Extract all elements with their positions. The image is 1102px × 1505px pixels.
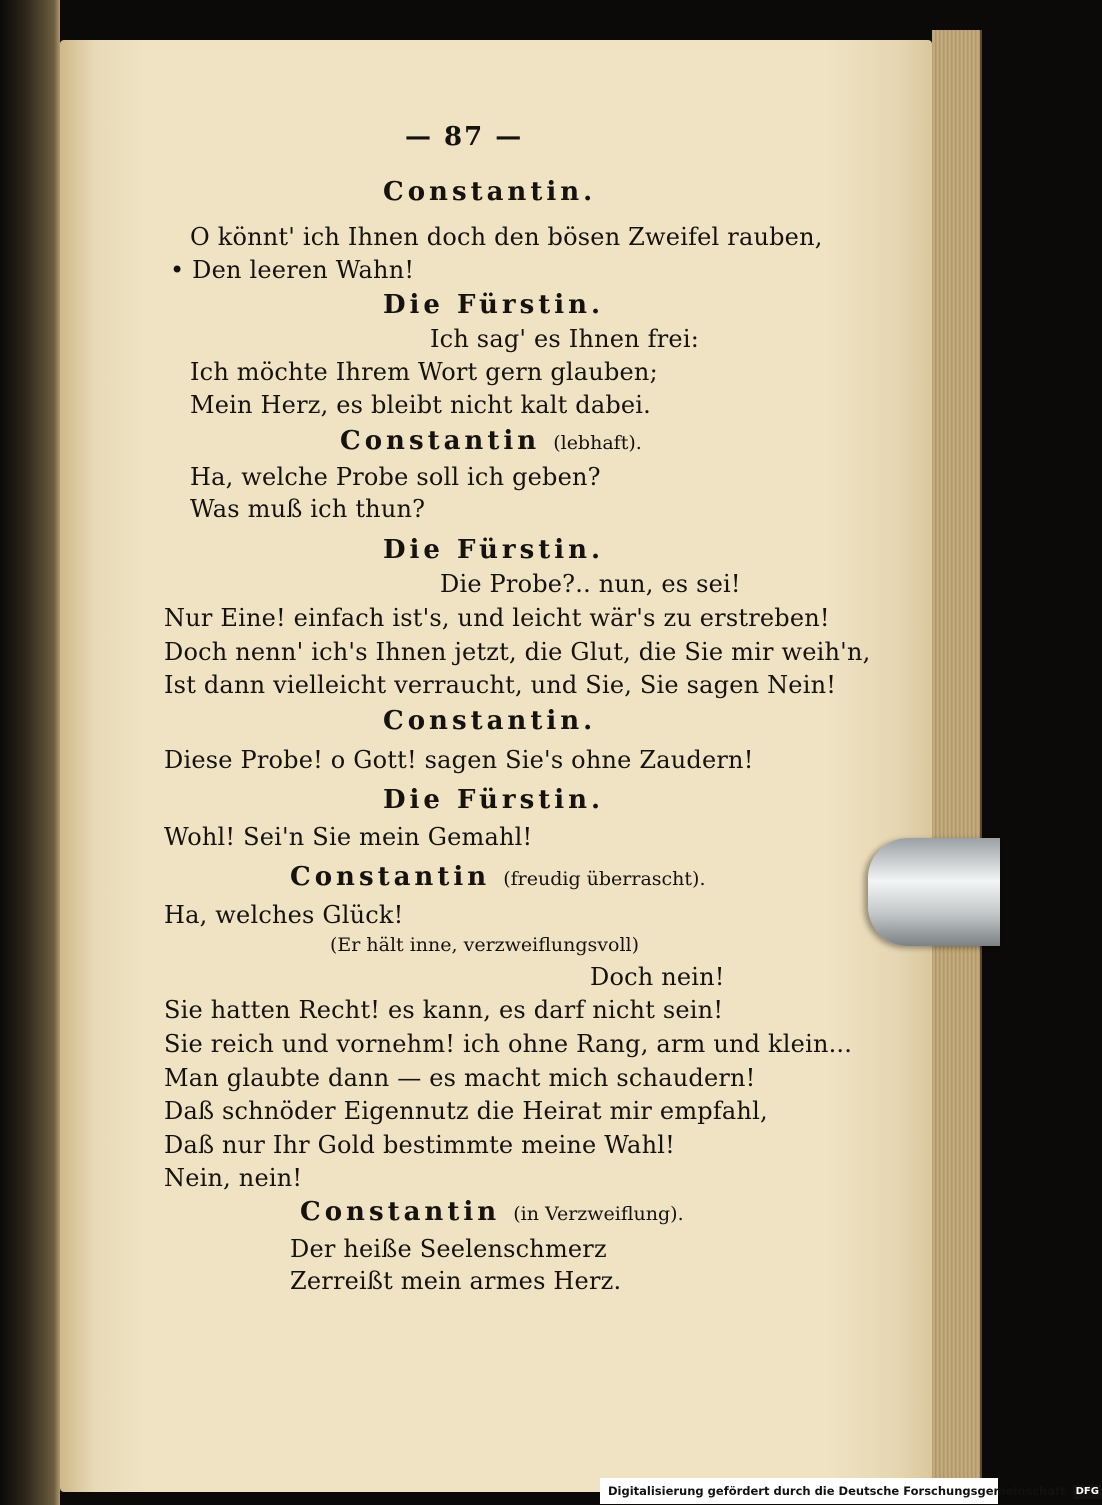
- verse-line: Wohl! Sei'n Sie mein Gemahl!: [164, 823, 533, 851]
- speaker-heading: Constantin.: [383, 177, 597, 207]
- speaker-heading: Die Fürstin.: [383, 290, 605, 320]
- stage-direction: (in Verzweiflung).: [513, 1203, 684, 1225]
- stage-direction: (lebhaft).: [553, 432, 642, 454]
- digitization-credit: [600, 1478, 1099, 1504]
- verse-line: Zerreißt mein armes Herz.: [290, 1267, 622, 1295]
- speaker-heading: [340, 426, 642, 458]
- stage-direction: (Er hält inne, verzweiflungsvoll): [330, 934, 640, 956]
- speaker-name: Constantin: [290, 862, 491, 892]
- verse-line: Man glaubte dann — es macht mich schaudern!: [164, 1064, 756, 1092]
- verse-line: Sie hatten Recht! es kann, es darf nicht sein!: [164, 996, 724, 1024]
- speaker-heading: Die Fürstin.: [383, 785, 605, 815]
- verse-line: Nein, nein!: [164, 1164, 303, 1192]
- verse-line: Ist dann vielleicht verraucht, und Sie, Sie sagen Nein!: [164, 671, 837, 699]
- dfg-logo: DFG: [1073, 1485, 1102, 1499]
- speaker-heading: Constantin.: [383, 706, 597, 736]
- verse-line: Sie reich und vornehm! ich ohne Rang, arm und klein...: [164, 1030, 853, 1058]
- verse-line: Daß nur Ihr Gold bestimmte meine Wahl!: [164, 1131, 675, 1159]
- verse-line: Mein Herz, es bleibt nicht kalt dabei.: [190, 391, 651, 419]
- speaker-name: Constantin: [340, 426, 541, 456]
- verse-line: Nur Eine! einfach ist's, und leicht wär's zu erstreben!: [164, 604, 830, 632]
- verse-line: Doch nenn' ich's Ihnen jetzt, die Glut, die Sie mir weih'n,: [164, 638, 871, 666]
- speaker-heading: [300, 1197, 684, 1229]
- verse-line: Ha, welches Glück!: [164, 901, 404, 929]
- verse-line: Ha, welche Probe soll ich geben?: [190, 463, 601, 491]
- verse-line: • Den leeren Wahn!: [170, 256, 415, 284]
- verse-line: Ich möchte Ihrem Wort gern glauben;: [190, 358, 658, 386]
- verse-line: O könnt' ich Ihnen doch den bösen Zweifel rauben,: [190, 223, 823, 251]
- speaker-heading: Die Fürstin.: [383, 535, 605, 565]
- verse-line: Diese Probe! o Gott! sagen Sie's ohne Zaudern!: [164, 746, 754, 774]
- stage-direction: (freudig überrascht).: [503, 868, 706, 890]
- verse-line: Der heiße Seelenschmerz: [290, 1235, 607, 1263]
- page-number: — 87 —: [405, 122, 524, 152]
- verse-line: Die Probe?.. nun, es sei!: [440, 570, 741, 598]
- speaker-name: Constantin: [300, 1197, 501, 1227]
- verse-line: Was muß ich thun?: [190, 495, 426, 523]
- credit-text: Digitalisierung gefördert durch die Deutsche Forschungsgemeinschaft: [608, 1484, 1066, 1498]
- verse-line: Ich sag' es Ihnen frei:: [430, 325, 699, 353]
- verse-line: Daß schnöder Eigennutz die Heirat mir empfahl,: [164, 1097, 768, 1125]
- verse-line: Doch nein!: [590, 963, 725, 991]
- speaker-heading: [290, 862, 706, 894]
